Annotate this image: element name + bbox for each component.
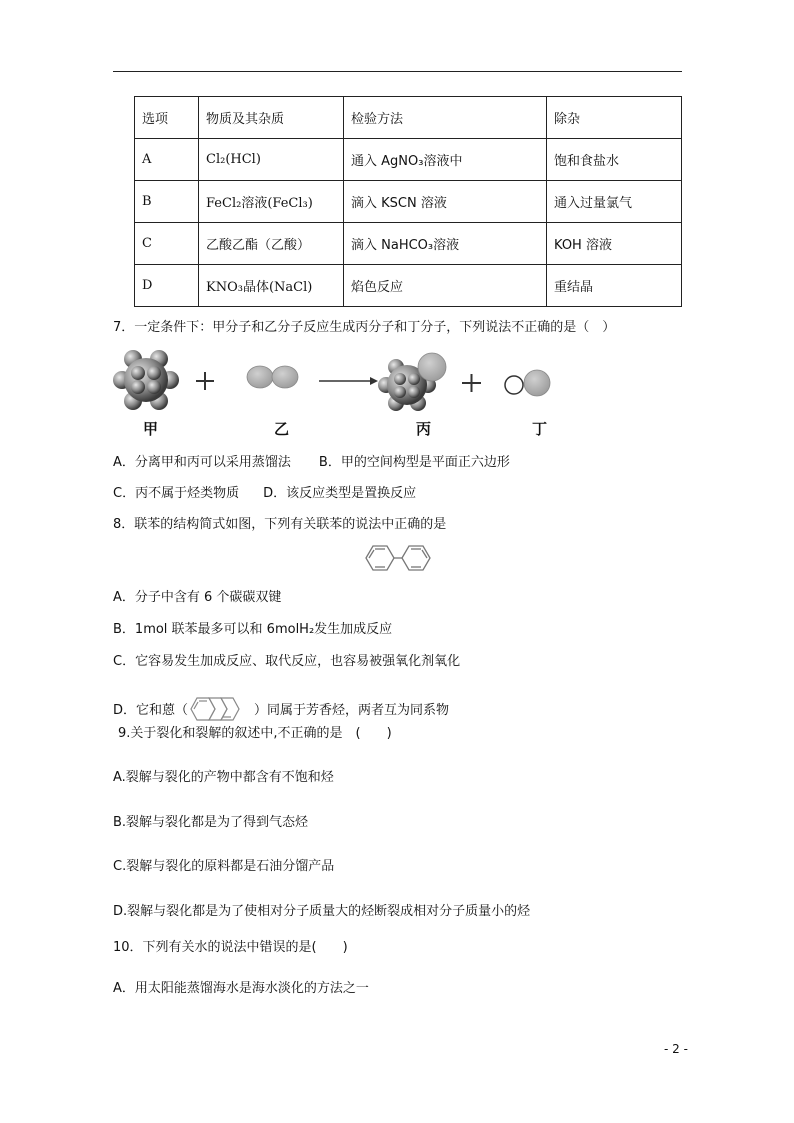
label-ding: 丁 [532,420,548,438]
q8-option-d [113,694,449,724]
table-cell: 滴入 KSCN 溶液 [344,181,547,223]
table-row [135,265,682,307]
q8-option-b: B．1mol 联苯最多可以和 6molH₂发生加成反应 [113,622,393,637]
q7-options-cd [113,482,416,501]
table-cell: 焰色反应 [344,265,547,307]
reaction-diagram [112,345,572,415]
q10-stem: 10．下列有关水的说法中错误的是( ) [113,940,348,955]
table-row [135,181,682,223]
plus-icon [196,372,214,390]
table-cell: 饱和食盐水 [547,139,682,181]
table-header-row [135,97,682,139]
q9-option-d: D.裂解与裂化都是为了使相对分子质量大的烃断裂成相对分子质量小的烃 [113,904,531,919]
header-rule [113,71,682,72]
q8-option-d-pre: D．它和蒽（ [113,703,189,718]
table-cell: 乙酸乙酯（乙酸） [199,223,344,265]
biphenyl-structure-icon [362,542,434,574]
q7-option-a: A．分离甲和丙可以采用蒸馏法 [113,455,291,470]
table-cell: A [135,139,199,181]
q7-options-ab [113,451,510,470]
anthracene-structure-icon [188,694,254,724]
table-cell: KNO₃晶体(NaCl) [199,265,344,307]
q10-option-a: A．用太阳能蒸馏海水是海水淡化的方法之一 [113,981,369,996]
hcl-molecule-icon [505,370,550,396]
table-cell: 重结晶 [547,265,682,307]
table-row [135,223,682,265]
q7-option-c: C．丙不属于烃类物质 [113,486,240,501]
q8-option-a: A．分子中含有 6 个碳碳双键 [113,590,282,605]
q8-option-d-post: ）同属于芳香烃，两者互为同系物 [254,703,450,718]
q7-option-b: B．甲的空间构型是平面正六边形 [318,455,510,470]
q7-option-d: D．该反应类型是置换反应 [263,486,417,501]
chlorobenzene-molecule-icon [378,353,446,411]
q8-option-c: C．它容易发生加成反应、取代反应，也容易被强氧化剂氧化 [113,654,461,669]
chlorine-molecule-icon [247,366,298,388]
table-cell: KOH 溶液 [547,223,682,265]
reaction-arrow-icon [319,377,378,385]
q9-option-a: A.裂解与裂化的产物中都含有不饱和烃 [113,770,334,785]
table-cell: 通入 AgNO₃溶液中 [344,139,547,181]
table-header-cell: 选项 [135,97,199,139]
table-cell: D [135,265,199,307]
table-header-cell: 物质及其杂质 [199,97,344,139]
label-jia: 甲 [143,420,159,438]
table-cell: FeCl₂溶液(FeCl₃) [199,181,344,223]
table-cell: 通入过量氯气 [547,181,682,223]
label-yi: 乙 [274,420,290,438]
plus-icon [462,374,481,392]
q9-option-c: C.裂解与裂化的原料都是石油分馏产品 [113,859,335,874]
label-bing: 丙 [416,420,432,438]
table-cell: Cl₂(HCl) [199,139,344,181]
page-number: - 2 - [664,1042,688,1056]
table-cell: C [135,223,199,265]
table-header-cell: 检验方法 [344,97,547,139]
q9-stem: 9.关于裂化和裂解的叙述中,不正确的是 ( ) [118,726,392,741]
table-header-cell: 除杂 [547,97,682,139]
options-table [134,96,682,307]
table-cell: 滴入 NaHCO₃溶液 [344,223,547,265]
q7-stem: 7．一定条件下：甲分子和乙分子反应生成丙分子和丁分子，下列说法不正确的是（ ） [113,320,616,335]
table-cell: B [135,181,199,223]
benzene-molecule-icon [113,350,179,410]
table-row [135,139,682,181]
q8-stem: 8．联苯的结构简式如图，下列有关联苯的说法中正确的是 [113,517,447,532]
q9-option-b: B.裂解与裂化都是为了得到气态烃 [113,815,309,830]
